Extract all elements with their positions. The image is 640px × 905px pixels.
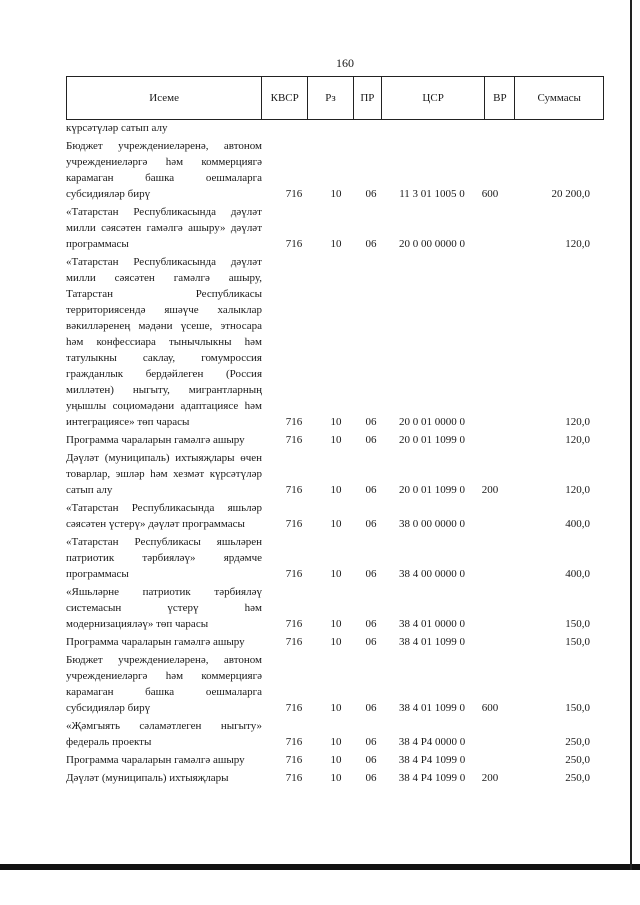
row-csr: 38 4 01 1099 0 (399, 702, 465, 714)
table-row (66, 500, 604, 532)
row-name: күрсәтүләр сатып алу (66, 122, 168, 134)
row-kvsr: 716 (285, 416, 303, 428)
row-sum: 120,0 (565, 434, 590, 446)
row-pr: 06 (365, 702, 377, 714)
header-pr: ПР (354, 77, 382, 119)
header-rz: Рз (308, 77, 354, 119)
row-csr: 38 4 P4 1099 0 (398, 754, 466, 766)
row-csr: 38 4 00 0000 0 (399, 568, 465, 580)
table-row (66, 254, 604, 430)
row-vr: 200 (481, 484, 499, 496)
row-kvsr: 716 (285, 518, 303, 530)
table-row (66, 652, 604, 716)
scan-right-edge (630, 0, 632, 870)
row-rz: 10 (330, 636, 342, 648)
scan-bottom-border (0, 864, 640, 870)
row-rz: 10 (330, 754, 342, 766)
row-vr: 200 (481, 772, 499, 784)
table-body (66, 120, 604, 788)
row-kvsr: 716 (285, 618, 303, 630)
header-sum: Суммасы (537, 92, 581, 104)
row-csr: 38 0 00 0000 0 (399, 518, 465, 530)
table-row (66, 450, 604, 498)
row-kvsr: 716 (285, 568, 303, 580)
row-sum: 400,0 (565, 518, 590, 530)
row-kvsr: 716 (285, 736, 303, 748)
table-row (66, 204, 604, 252)
row-csr: 38 4 01 0000 0 (399, 618, 465, 630)
table-row (66, 634, 604, 650)
row-pr: 06 (365, 518, 377, 530)
row-csr: 38 4 01 1099 0 (399, 636, 465, 648)
row-rz: 10 (330, 188, 342, 200)
row-kvsr: 716 (285, 636, 303, 648)
row-sum: 250,0 (565, 736, 590, 748)
row-name: Программа чараларын гамәлгә ашыру (66, 434, 245, 446)
table-row (66, 120, 604, 136)
row-kvsr: 716 (285, 754, 303, 766)
row-sum: 120,0 (565, 238, 590, 250)
row-name: Дәүләт (муниципаль) ихтыяҗлары өчен товарлар, эшләр һәм хезмәт күрсәтүләр сатып алу (66, 452, 262, 496)
row-pr: 06 (365, 434, 377, 446)
header-csr: ЦСР (382, 77, 486, 119)
row-name: Бюджет учреждениеләренә, автоном учреждениеләргә һәм коммерциягә карамаган башка оешмаларга субсидияләр бирү (66, 140, 262, 200)
row-name: Программа чараларын гамәлгә ашыру (66, 636, 245, 648)
row-pr: 06 (365, 484, 377, 496)
row-pr: 06 (365, 754, 377, 766)
row-rz: 10 (330, 568, 342, 580)
row-csr: 20 0 01 1099 0 (399, 484, 465, 496)
row-vr: 600 (481, 702, 499, 714)
row-csr: 20 0 01 1099 0 (399, 434, 465, 446)
row-sum: 150,0 (565, 636, 590, 648)
row-rz: 10 (330, 702, 342, 714)
row-sum: 150,0 (565, 702, 590, 714)
row-csr: 20 0 00 0000 0 (399, 238, 465, 250)
table-row (66, 432, 604, 448)
row-pr: 06 (365, 736, 377, 748)
row-pr: 06 (365, 772, 377, 784)
row-sum: 250,0 (565, 772, 590, 784)
page-number: 160 (336, 56, 354, 70)
row-pr: 06 (365, 568, 377, 580)
row-name: «Татарстан Республикасы яшьләрен патриотик тәрбияләү» ярдәмче программасы (66, 536, 262, 580)
table-row (66, 138, 604, 202)
table-row (66, 534, 604, 582)
row-name: «Татарстан Республикасында яшьләр сәясәтен үстерү» дәүләт программасы (66, 502, 262, 530)
row-kvsr: 716 (285, 238, 303, 250)
row-sum: 400,0 (565, 568, 590, 580)
row-sum: 120,0 (565, 416, 590, 428)
row-sum: 20 200,0 (551, 188, 590, 200)
table-row (66, 584, 604, 632)
row-rz: 10 (330, 416, 342, 428)
row-csr: 20 0 01 0000 0 (399, 416, 465, 428)
row-rz: 10 (330, 434, 342, 446)
header-vr: ВР (485, 77, 515, 119)
row-name: Бюджет учреждениеләренә, автоном учреждениеләргә һәм коммерциягә карамаган башка оешмаларга субсидияләр бирү (66, 654, 262, 714)
row-csr: 38 4 P4 1099 0 (398, 772, 466, 784)
row-pr: 06 (365, 416, 377, 428)
row-pr: 06 (365, 238, 377, 250)
row-kvsr: 716 (285, 188, 303, 200)
row-sum: 250,0 (565, 754, 590, 766)
row-rz: 10 (330, 484, 342, 496)
row-kvsr: 716 (285, 702, 303, 714)
row-pr: 06 (365, 618, 377, 630)
row-pr: 06 (365, 188, 377, 200)
table-row (66, 718, 604, 750)
table-row (66, 770, 604, 786)
table-header (66, 76, 604, 120)
row-vr: 600 (481, 188, 499, 200)
row-name: Программа чараларын гамәлгә ашыру (66, 754, 245, 766)
row-csr: 38 4 P4 0000 0 (398, 736, 466, 748)
table-row (66, 752, 604, 768)
row-name: «Татарстан Республикасында дәүләт милли сәясәтен гамәлгә ашыру, Татарстан Республикасы территориясендә яшәүче халыклар вәкилләренең мәдәни үсеше, этносара һәм конфессиара тынычлыкны һәм татулыкны саклау, гомумроссия гражданлык бердәйлеген (Россия милләтен) ныгыту, мигрантларның уңышлы социомәдәни адаптациясе һәм интеграциясе» төп чарасы (66, 256, 262, 428)
row-rz: 10 (330, 772, 342, 784)
row-rz: 10 (330, 518, 342, 530)
row-kvsr: 716 (285, 484, 303, 496)
header-kvsr: КВСР (262, 77, 308, 119)
row-name: Дәүләт (муниципаль) ихтыяҗлары (66, 772, 229, 784)
row-rz: 10 (330, 238, 342, 250)
row-kvsr: 716 (285, 434, 303, 446)
row-sum: 120,0 (565, 484, 590, 496)
row-pr: 06 (365, 636, 377, 648)
row-csr: 11 3 01 1005 0 (399, 188, 465, 200)
row-kvsr: 716 (285, 772, 303, 784)
row-name: «Яшьләрне патриотик тәрбияләү системасын үстерү һәм модернизацияләү» төп чарасы (66, 586, 262, 630)
row-name: «Татарстан Республикасында дәүләт милли сәясәтен гамәлгә ашыру» дәүләт программасы (66, 206, 262, 250)
row-sum: 150,0 (565, 618, 590, 630)
row-name: «Җәмгыять сәламәтлеген ныгыту» федераль проекты (66, 720, 262, 748)
header-name: Исеме (67, 77, 262, 119)
row-rz: 10 (330, 618, 342, 630)
row-rz: 10 (330, 736, 342, 748)
